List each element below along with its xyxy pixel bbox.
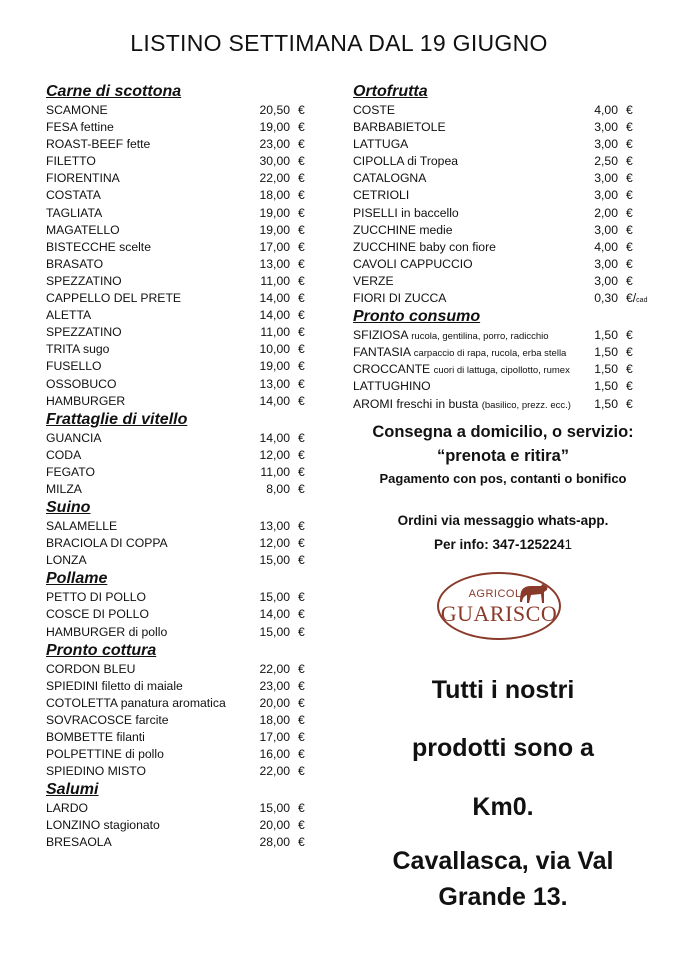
price-row-fusello — [46, 358, 311, 375]
item-name: HAMBURGER — [46, 393, 126, 408]
price-row-scamone — [46, 102, 311, 119]
item-name: CIPOLLA di Tropea — [353, 154, 459, 169]
currency-symbol: € — [298, 607, 305, 622]
price-row-spezzatino — [46, 273, 311, 290]
item-name: FIORENTINA — [46, 171, 120, 186]
orders-line-2: Per info: 347-1252241 — [433, 537, 573, 552]
item-title: AROMI freschi in busta — [353, 396, 479, 411]
logo-main-text: GUARISCO — [440, 601, 558, 626]
item-name: ALETTA — [46, 308, 92, 323]
item-name: ROAST-BEEF fette — [46, 137, 151, 152]
item-description: carpaccio di rapa, rucola, erba stella — [413, 348, 567, 360]
item-title: SFIZIOSA — [353, 328, 408, 343]
item-title: LATTUGHINO — [353, 379, 431, 394]
price-row-coda — [46, 447, 311, 464]
logo-top-text: AGRICOLA — [468, 588, 530, 600]
currency-symbol: € — [298, 447, 305, 462]
price-row-fiorentina — [46, 170, 311, 187]
section-heading-pronto-cottura: Pronto cottura — [46, 641, 157, 659]
currency-symbol: € — [298, 712, 305, 727]
price-row-cordon-bleu — [46, 661, 311, 678]
currency-symbol: € — [298, 273, 305, 288]
section-heading-pronto-consumo: Pronto consumo — [353, 308, 481, 326]
currency-symbol: € — [298, 359, 305, 374]
item-name: LONZA — [46, 553, 87, 568]
item-name: COSTATA — [46, 188, 101, 203]
item-price: 18,00 — [259, 188, 290, 203]
item-title: FANTASIA — [353, 345, 411, 360]
item-name: OSSOBUCO — [46, 376, 117, 391]
item-description: cuori di lattuga, cipollotto, rumex — [433, 365, 570, 377]
item-price: 14,00 — [259, 607, 290, 622]
item-price: 14,00 — [259, 291, 290, 306]
item-price: 13,00 — [259, 256, 290, 271]
currency-symbol: € — [626, 154, 633, 169]
item-price: 15,00 — [259, 801, 290, 816]
item-price: 11,00 — [260, 325, 290, 340]
item-name: MAGATELLO — [46, 222, 120, 237]
currency-symbol: € — [298, 661, 305, 676]
price-row-hamburger-di-pollo — [46, 624, 311, 641]
item-price: 22,00 — [259, 171, 290, 186]
price-row-zucchine-medie — [353, 222, 653, 239]
item-price: 13,00 — [259, 519, 290, 534]
currency-symbol: € — [298, 695, 305, 710]
item-price: 14,00 — [259, 308, 290, 323]
item-price: 19,00 — [259, 120, 290, 135]
currency-symbol: € — [298, 308, 305, 323]
item-price: 11,00 — [260, 273, 290, 288]
item-price: 15,00 — [259, 590, 290, 605]
currency-symbol: € — [298, 835, 305, 850]
address-line-1: Cavallasca, via Val — [392, 847, 614, 875]
item-price: 20,00 — [259, 695, 290, 710]
currency-symbol: € — [626, 222, 633, 237]
claim-line-2: prodotti sono a — [412, 734, 594, 762]
currency-symbol: € — [298, 553, 305, 568]
price-row-aromi-freschi-in-busta — [353, 396, 653, 413]
item-name: VERZE — [353, 273, 394, 288]
currency-symbol: € — [298, 590, 305, 605]
price-row-lonzino-stagionato — [46, 817, 311, 834]
price-row-spezzatino — [46, 324, 311, 341]
price-row-polpettine-di-pollo — [46, 746, 311, 763]
price-row-cetrioli — [353, 187, 653, 204]
item-price: 23,00 — [259, 678, 290, 693]
item-name: TAGLIATA — [46, 205, 103, 220]
item-name: CODA — [46, 447, 82, 462]
currency-symbol: € — [626, 273, 633, 288]
currency-symbol: € — [298, 205, 305, 220]
currency-symbol: € — [298, 393, 305, 408]
item-name: PETTO DI POLLO — [46, 590, 147, 605]
price-row-tagliata — [46, 205, 311, 222]
item-price: 15,00 — [259, 624, 290, 639]
item-price: 14,00 — [259, 430, 290, 445]
price-row-bistecche-scelte — [46, 239, 311, 256]
currency-symbol: € — [626, 171, 633, 186]
item-name — [353, 378, 431, 395]
currency-symbol: € — [626, 205, 633, 220]
price-row-zucchine-baby-con-fiore — [353, 239, 653, 256]
item-name: LATTUGA — [353, 137, 409, 152]
item-name: LONZINO stagionato — [46, 818, 160, 833]
item-name: CAVOLI CAPPUCCIO — [353, 256, 473, 271]
item-name: SPIEDINI filetto di maiale — [46, 678, 183, 693]
item-name: SCAMONE — [46, 103, 108, 117]
item-price: 28,00 — [259, 835, 290, 850]
section-heading-salumi: Salumi — [46, 781, 99, 799]
currency-symbol: € — [298, 154, 305, 169]
item-price: 1,50 — [594, 362, 618, 377]
currency-symbol: € — [298, 222, 305, 237]
price-row-fiori-di-zucca — [353, 290, 653, 307]
currency-symbol: € — [298, 464, 305, 479]
item-name: BISTECCHE scelte — [46, 239, 151, 254]
price-row-aletta — [46, 307, 311, 324]
item-price: 17,00 — [259, 730, 290, 744]
price-row-ossobuco — [46, 376, 311, 393]
item-name — [353, 396, 571, 414]
currency-symbol: € — [298, 430, 305, 445]
page-title: LISTINO SETTIMANA DAL 19 GIUGNO — [130, 30, 548, 56]
price-row-trita-sugo — [46, 341, 311, 358]
currency-symbol: € — [298, 120, 305, 135]
price-row-lonza — [46, 552, 311, 569]
price-row-fegato — [46, 464, 311, 481]
currency-symbol: € — [298, 171, 305, 186]
price-row-sfiziosa — [353, 327, 653, 344]
currency-symbol: € — [626, 120, 633, 135]
currency-symbol: € — [298, 103, 305, 117]
price-row-guancia — [46, 430, 311, 447]
item-price: 15,00 — [259, 553, 290, 568]
claim-line-3: Km0. — [472, 793, 534, 821]
ortofrutta-list — [353, 102, 653, 290]
price-row-cosce-di-pollo — [46, 606, 311, 623]
currency-symbol: € — [298, 801, 305, 816]
item-price: 16,00 — [259, 747, 290, 762]
item-price: 19,00 — [259, 359, 290, 374]
item-name: CORDON BLEU — [46, 661, 136, 676]
item-price: 14,00 — [259, 393, 290, 408]
currency-symbol: € — [298, 624, 305, 639]
left-price-column — [46, 82, 311, 852]
currency-symbol: € — [298, 764, 305, 779]
item-price: 1,50 — [594, 396, 618, 411]
item-price: 4,00 — [594, 239, 618, 254]
price-row-bombette-filanti — [46, 729, 311, 746]
right-price-column — [353, 82, 653, 413]
currency-symbol: € — [626, 137, 633, 152]
item-name: FEGATO — [46, 464, 95, 479]
price-row-sovracosce-farcite — [46, 712, 311, 729]
item-name: ZUCCHINE baby con fiore — [353, 239, 496, 254]
currency-symbol: € — [298, 818, 305, 833]
currency-symbol: € — [298, 481, 305, 496]
price-row-cotoletta-panatura-aromatica — [46, 695, 311, 712]
item-name: PISELLI in baccello — [353, 205, 459, 220]
item-price: 3,00 — [594, 222, 618, 237]
currency-symbol: € — [298, 188, 305, 203]
item-price: 4,00 — [594, 103, 618, 117]
item-name: COTOLETTA panatura aromatica — [46, 695, 226, 710]
price-row-fantasia — [353, 344, 653, 361]
item-name: TRITA sugo — [46, 342, 110, 357]
price-row-milza — [46, 481, 311, 498]
item-name: COSTE — [353, 103, 395, 117]
price-row-lattughino — [353, 378, 653, 395]
item-price: 10,00 — [259, 342, 290, 357]
item-name: FILETTO — [46, 154, 96, 169]
currency-symbol: € — [626, 256, 633, 271]
item-name: SPIEDINO MISTO — [46, 764, 146, 779]
item-price: 13,00 — [259, 376, 290, 391]
payment-info: Pagamento con pos, contanti o bonifico — [379, 471, 627, 486]
item-name: FUSELLO — [46, 359, 102, 374]
item-name: SOVRACOSCE farcite — [46, 712, 169, 727]
price-row-lardo — [46, 800, 311, 817]
item-price: 22,00 — [259, 661, 290, 676]
claim-line-1: Tutti i nostri — [431, 676, 575, 704]
item-price: 20,00 — [259, 818, 290, 833]
item-name: BRACIOLA DI COPPA — [46, 536, 168, 551]
price-row-catalogna — [353, 170, 653, 187]
item-price: 8,00 — [266, 481, 290, 496]
item-name: BOMBETTE filanti — [46, 730, 145, 744]
item-price: 3,00 — [594, 256, 618, 271]
price-row-spiedini-filetto-di-maiale — [46, 678, 311, 695]
pronto-consumo-list — [353, 327, 653, 412]
currency-symbol: € — [298, 678, 305, 693]
address-line-2: Grande 13. — [438, 883, 568, 911]
currency-symbol: € — [298, 730, 305, 744]
item-price: 18,00 — [259, 712, 290, 727]
currency-symbol: € — [626, 379, 633, 394]
price-row-barbabietole — [353, 119, 653, 136]
item-price: 3,00 — [594, 171, 618, 186]
item-name: ZUCCHINE medie — [353, 222, 453, 237]
item-name: POLPETTINE di pollo — [46, 747, 164, 762]
item-name: FIORI DI ZUCCA — [353, 291, 447, 306]
currency-symbol: € — [626, 345, 633, 360]
item-name: SALAMELLE — [46, 519, 118, 534]
item-price: 3,00 — [594, 273, 618, 288]
item-price: 12,00 — [259, 536, 290, 551]
item-name — [353, 327, 549, 345]
item-name — [353, 361, 570, 379]
currency-symbol: € — [298, 256, 305, 271]
item-price: 11,00 — [260, 464, 290, 479]
item-price: 22,00 — [259, 764, 290, 779]
currency-symbol: € — [626, 362, 633, 377]
price-row-fesa-fettine — [46, 119, 311, 136]
item-name: BARBABIETOLE — [353, 120, 446, 135]
orders-line-1: Ordini via messaggio whats-app. — [397, 513, 609, 528]
section-heading-pollame: Pollame — [46, 570, 108, 588]
item-title: CROCCANTE — [353, 362, 431, 377]
item-name: FESA fettine — [46, 120, 114, 135]
price-row-petto-di-pollo — [46, 589, 311, 606]
section-heading-carne-di-scottona: Carne di scottona — [46, 83, 182, 100]
currency-symbol: € — [298, 519, 305, 534]
item-name: MILZA — [46, 481, 82, 496]
price-row-verze — [353, 273, 653, 290]
delivery-line-1: Consegna a domicilio, o servizio: — [372, 423, 634, 441]
item-description: (basilico, prezz. ecc.) — [481, 399, 571, 411]
item-price: 1,50 — [594, 345, 618, 360]
price-row-cavoli-cappuccio — [353, 256, 653, 273]
item-price: 12,00 — [259, 447, 290, 462]
item-name: SPEZZATINO — [46, 325, 122, 340]
item-unit: €/cad — [626, 291, 648, 306]
currency-symbol: € — [298, 376, 305, 391]
item-price: 30,00 — [259, 154, 290, 169]
price-row-brasato — [46, 256, 311, 273]
currency-symbol: € — [298, 747, 305, 762]
price-row-magatello — [46, 222, 311, 239]
item-name: BRASATO — [46, 256, 104, 271]
price-row-filetto — [46, 153, 311, 170]
currency-symbol: € — [626, 239, 633, 254]
item-name: GUANCIA — [46, 430, 102, 445]
section-heading-ortofrutta: Ortofrutta — [353, 83, 428, 100]
price-row-hamburger — [46, 393, 311, 410]
price-row-roast-beef-fette — [46, 136, 311, 153]
delivery-line-2: “prenota e ritira” — [436, 447, 570, 465]
currency-symbol: € — [298, 536, 305, 551]
item-price: 20,50 — [259, 103, 290, 117]
section-heading-frattaglie-di-vitello: Frattaglie di vitello — [46, 410, 188, 428]
item-name: BRESAOLA — [46, 835, 112, 850]
currency-symbol: € — [626, 188, 633, 203]
currency-symbol: € — [298, 291, 305, 306]
item-name: CETRIOLI — [353, 188, 410, 203]
price-row-braciola-di-coppa — [46, 535, 311, 552]
item-name: COSCE DI POLLO — [46, 607, 149, 622]
item-price: 0,30 — [594, 291, 618, 306]
item-price: 17,00 — [259, 239, 290, 254]
item-price: 3,00 — [594, 188, 618, 203]
item-price: 2,50 — [594, 154, 618, 169]
item-price: 19,00 — [259, 222, 290, 237]
item-name: HAMBURGER di pollo — [46, 624, 168, 639]
agricola-guarisco-logo — [437, 572, 561, 640]
currency-symbol: € — [626, 396, 633, 411]
price-row-bresaola — [46, 834, 311, 851]
price-row-lattuga — [353, 136, 653, 153]
item-price: 23,00 — [259, 137, 290, 152]
currency-symbol: € — [626, 103, 633, 117]
price-row-cipolla-di-tropea — [353, 153, 653, 170]
section-heading-suino: Suino — [46, 499, 91, 517]
price-row-croccante — [353, 361, 653, 378]
currency-symbol: € — [298, 239, 305, 254]
item-name: LARDO — [46, 801, 88, 816]
item-name: SPEZZATINO — [46, 273, 122, 288]
price-row-piselli-in-baccello — [353, 205, 653, 222]
currency-symbol: € — [298, 137, 305, 152]
item-description: rucola, gentilina, porro, radicchio — [411, 331, 549, 343]
item-price: 1,50 — [594, 328, 618, 343]
item-price: 2,00 — [594, 205, 618, 220]
item-name: CAPPELLO DEL PRETE — [46, 291, 182, 306]
item-price: 19,00 — [259, 205, 290, 220]
item-name — [353, 344, 566, 362]
currency-symbol: € — [298, 342, 305, 357]
item-name: CATALOGNA — [353, 171, 427, 186]
currency-symbol: € — [626, 328, 633, 343]
price-row-spiedino-misto — [46, 763, 311, 780]
item-price: 1,50 — [594, 379, 618, 394]
currency-symbol: € — [298, 325, 305, 340]
price-row-coste — [353, 102, 653, 119]
price-row-cappello-del-prete — [46, 290, 311, 307]
price-row-salamelle — [46, 518, 311, 535]
item-price: 3,00 — [594, 120, 618, 135]
price-row-costata — [46, 187, 311, 204]
item-price: 3,00 — [594, 137, 618, 152]
